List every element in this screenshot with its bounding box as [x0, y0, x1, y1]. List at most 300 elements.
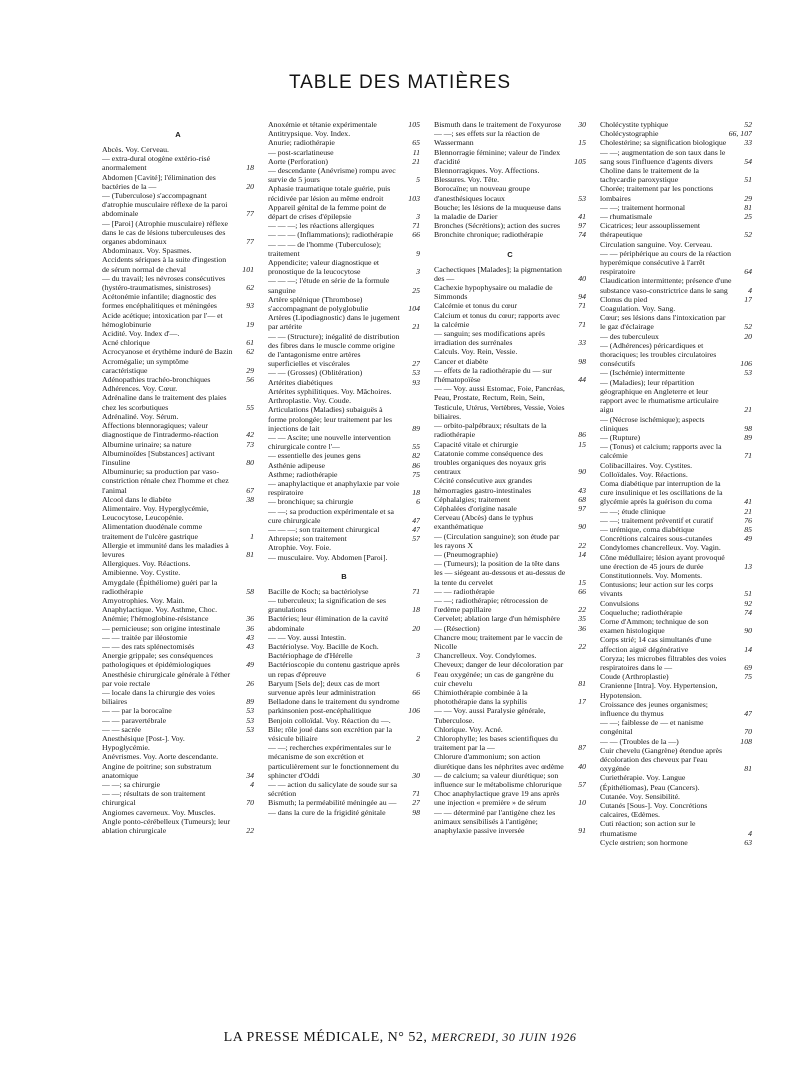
entry-page: 52 [744, 322, 752, 332]
entry-text: Cranienne [Intra]. Voy. Hypertension, Hypotension. [600, 681, 718, 700]
index-entry [268, 642, 420, 651]
entry-text: — tuberculeux; la signification de ses granulations [268, 595, 387, 615]
index-entry [102, 504, 254, 522]
index-entry [600, 718, 752, 736]
index-entry [600, 304, 752, 313]
entry-page: 49 [744, 534, 752, 544]
entry-text: Asthénie adipeuse [268, 460, 325, 470]
index-entry [268, 780, 420, 798]
entry-text: Bronchite chronique; radiothérapie [434, 230, 544, 240]
entry-page: 36 [246, 614, 254, 624]
index-entry [268, 295, 420, 313]
index-entry [268, 129, 420, 138]
entry-page: 34 [246, 770, 254, 780]
entry-text: Blessures. Voy. Tête. [434, 175, 500, 185]
entry-text: — — Voy. aussi Intestin. [268, 632, 347, 642]
entry-text: Anévrismes. Voy. Aorte descendante. [102, 752, 219, 762]
index-entry [600, 801, 752, 819]
entry-text: — de calcium; sa valeur diurétique; son influence sur le métabolisme chlorurique [434, 770, 562, 790]
entry-text: Abcès. Voy. Cerveau. [102, 145, 169, 154]
entry-text: — — périphérique au cours de la réaction hyperémique consécutive à l'arrêt respiratoire [600, 248, 731, 277]
index-entry [102, 817, 254, 835]
entry-page: 4 [250, 780, 254, 790]
entry-text: Aorte (Perforation) [268, 156, 328, 166]
entry-text: Coagulation. Voy. Sang. [600, 304, 676, 314]
index-column [600, 120, 752, 1020]
entry-page: 90 [744, 626, 752, 636]
entry-text: — essentielle des jeunes gens [268, 451, 361, 461]
entry-text: — (Pneumographie) [434, 549, 498, 559]
entry-page: 14 [578, 549, 586, 559]
index-entry [600, 442, 752, 460]
entry-page: 15 [578, 138, 586, 148]
entry-page: 97 [578, 221, 586, 231]
index-entry [434, 301, 586, 310]
entry-page: 75 [744, 672, 752, 682]
index-entry [268, 614, 420, 632]
entry-page: 106 [408, 706, 420, 716]
entry-text: — — (Troubles de la —) [600, 736, 679, 746]
index-entry [434, 789, 586, 807]
index-entry [600, 332, 752, 341]
index-entry [102, 624, 254, 633]
index-entry [268, 221, 420, 230]
entry-page: 71 [412, 789, 420, 799]
entry-page: 57 [412, 534, 420, 544]
entry-text: — — action du salicylate de soude sur sa sécrétion [268, 780, 398, 799]
entry-page: 22 [578, 605, 586, 615]
index-entry [434, 771, 586, 789]
index-entry [600, 507, 752, 516]
footer-journal: LA PRESSE MÉDICALE, N° [223, 1030, 405, 1045]
entry-text: Cécité consécutive aux grandes hémorragies gastro-intestinales [434, 476, 533, 495]
entry-text: Céphalalgies; traitement [434, 494, 510, 504]
entry-page: 71 [744, 451, 752, 461]
index-entry [600, 838, 752, 847]
entry-text: — —; radiothérapie; rétrocession de l'œdème papillaire [434, 595, 548, 615]
entry-page: 85 [744, 524, 752, 534]
index-entry [268, 230, 420, 239]
section-letter: C [507, 249, 513, 259]
entry-page: 3 [416, 212, 420, 222]
index-entry [268, 743, 420, 780]
entry-page: 53 [578, 193, 586, 203]
index-entry [102, 393, 254, 411]
entry-text: Artérites diabétiques [268, 377, 333, 387]
index-entry [268, 157, 420, 166]
entry-text: Cholestérine; sa signification biologique [600, 138, 727, 148]
entry-text: — pernicieuse; son origine intestinale [102, 623, 221, 633]
index-entry [268, 276, 420, 294]
index-entry [268, 543, 420, 552]
index-entry [268, 138, 420, 147]
index-entry [102, 191, 254, 219]
entry-page: 89 [744, 432, 752, 442]
entry-page: 56 [246, 375, 254, 385]
page-footer [0, 1030, 800, 1046]
index-entry [600, 313, 752, 331]
entry-text: Acétonémie infantile; diagnostic des formes encéphalitiques et méningées [102, 292, 217, 311]
index-entry [434, 184, 586, 202]
entry-text: Affections blennoragiques; valeur diagnostique de l'intradermo-réaction [102, 421, 219, 440]
entry-page: 61 [246, 338, 254, 348]
index-entry [102, 605, 254, 614]
entry-text: Cancer et diabète [434, 356, 489, 366]
entry-page: 66 [412, 230, 420, 240]
entry-page: 90 [578, 467, 586, 477]
index-entry [434, 329, 586, 347]
entry-page: 58 [246, 586, 254, 596]
entry-text: — —; augmentation de son taux dans le sang sous l'influence d'agents divers [600, 147, 726, 166]
index-entry [102, 789, 254, 807]
index-entry [600, 608, 752, 617]
entry-text: Circulation sanguine. Voy. Cerveau. [600, 239, 713, 249]
entry-page: 77 [246, 237, 254, 247]
index-column [434, 120, 586, 1020]
entry-text: Acidité. Voy. Index d'—. [102, 329, 180, 339]
index-entry [434, 366, 586, 384]
entry-text: Anaphylactique. Voy. Asthme, Choc. [102, 605, 218, 615]
index-entry [102, 808, 254, 817]
index-entry [102, 246, 254, 255]
entry-text: Colloïdales. Voy. Réactions. [600, 469, 688, 479]
entry-page: 4 [748, 828, 752, 838]
entry-page: 93 [246, 301, 254, 311]
entry-text: — —; ses effets sur la réaction de Wassermann [434, 129, 540, 148]
entry-text: Belladone dans le traitement du syndrome parkinsonien post-encéphalitique [268, 697, 400, 716]
entry-text: Abdomen [Cavité]; l'élimination des bactéries de la — [102, 172, 216, 191]
entry-text: Bronches (Sécrétions); action des sucres [434, 221, 561, 231]
entry-text: Bacille de Koch; sa bactériolyse [268, 586, 369, 596]
entry-page: 20 [412, 623, 420, 633]
entry-page: 51 [744, 589, 752, 599]
entry-text: — — — (Inflammations); radiothérapie [268, 230, 394, 240]
entry-text: Bouche; les lésions de la muqueuse dans la maladie de Darier [434, 202, 561, 222]
index-entry [600, 461, 752, 470]
entry-page: 47 [744, 709, 752, 718]
entry-text: — sanguin; ses modifications après irradiation des surrénales [434, 329, 545, 348]
entry-page: 22 [578, 641, 586, 651]
index-entry [600, 635, 752, 653]
entry-text: Chlorophylle; les bases scientifiques du traitement par la — [434, 734, 558, 753]
index-entry [434, 550, 586, 559]
entry-text: — —; étude clinique [600, 506, 666, 516]
entry-page: 27 [412, 359, 420, 369]
entry-text: Anesthésique [Post-]. Voy. Hypoglycémie. [102, 734, 185, 753]
entry-text: Bactériophage de d'Hérelle [268, 651, 353, 661]
entry-text: Angle ponto-cérébelleux (Tumeurs); leur ablation chirurgicale [102, 816, 231, 836]
entry-page: 10 [578, 798, 586, 808]
entry-text: Chimiothérapie combinée à la photothérapie dans la syphilis [434, 687, 528, 707]
index-entry [268, 368, 420, 377]
entry-page: 22 [578, 540, 586, 550]
entry-page: 18 [246, 163, 254, 173]
entry-text: — orbito-palpébraux; résultats de la radiothérapie [434, 421, 547, 440]
entry-page: 89 [412, 423, 420, 433]
index-entry [102, 568, 254, 577]
entry-text: Capacité vitale et chirurgie [434, 439, 519, 449]
index-entry [434, 221, 586, 230]
entry-text: — — traitée par iléostomie [102, 632, 188, 642]
entry-page: 67 [246, 485, 254, 495]
entry-page: 17 [744, 294, 752, 304]
entry-page: 68 [578, 494, 586, 504]
index-entry [600, 773, 752, 791]
entry-page: 21 [412, 156, 420, 166]
entry-page: 14 [744, 644, 752, 654]
entry-page: 2 [416, 734, 420, 743]
entry-page: 13 [744, 561, 752, 571]
index-entry [102, 596, 254, 605]
index-entry [102, 145, 254, 154]
index-entry [102, 688, 254, 706]
entry-page: 25 [744, 212, 752, 222]
entry-text: Chancre mou; traitement par le vaccin de Nicolle [434, 632, 563, 651]
entry-text: Angiomes caverneux. Voy. Muscles. [102, 807, 216, 817]
entry-page: 4 [748, 285, 752, 295]
entry-text: Coma diabétique par interruption de la cure insulinique et les oscillations de la glycémie après la guérison du coma [600, 478, 723, 507]
index-entry [102, 495, 254, 504]
index-entry [102, 752, 254, 761]
entry-page: 90 [578, 522, 586, 532]
index-column [102, 120, 254, 1020]
index-entry [268, 332, 420, 369]
entry-page: 93 [412, 377, 420, 387]
entry-text: Artères (Lipodiagnostic) dans le jugement par artérite [268, 313, 400, 332]
entry-text: Artérites syphilitiques. Voy. Mâchoires. [268, 386, 392, 396]
entry-page: 66 [578, 586, 586, 596]
entry-page: 101 [242, 264, 254, 274]
entry-page: 52 [744, 120, 752, 129]
entry-text: Bile; rôle joué dans son excrétion par la vésicule biliaire [268, 724, 393, 743]
entry-page: 40 [578, 273, 586, 283]
entry-page: 63 [744, 837, 752, 847]
entry-text: Cachexie hypophysaire ou maladie de Simmonds [434, 283, 553, 302]
entry-page: 55 [412, 442, 420, 452]
entry-text: Claudication intermittente; présence d'une substance vaso-constrictrice dans le sang [600, 276, 732, 295]
entry-page: 43 [246, 632, 254, 642]
index-entry [434, 203, 586, 221]
entry-page: 49 [246, 660, 254, 670]
entry-page: 47 [412, 515, 420, 525]
entry-text: Anesthésie chirurgicale générale à l'éther par voie rectale [102, 669, 231, 688]
entry-text: Coude (Arthroplastie) [600, 672, 669, 682]
entry-text: — — —; les réactions allergiques [268, 221, 375, 231]
index-entry [600, 746, 752, 774]
entry-text: Bactérioscopie du contenu gastrique après un repas d'épreuve [268, 660, 400, 679]
entry-text: — effets de la radiothérapie du — sur l'hématopoïèse [434, 365, 552, 385]
entry-text: Colibacillaires. Voy. Cystites. [600, 460, 693, 470]
entry-page: 66, 107 [728, 129, 752, 139]
entry-text: Albumine urinaire; sa nature [102, 439, 192, 449]
index-entry [268, 525, 420, 534]
entry-text: — rhumatismale [600, 212, 653, 222]
entry-page: 53 [246, 706, 254, 716]
entry-page: 70 [744, 727, 752, 737]
entry-text: Cholécystite typhique [600, 120, 669, 129]
entry-page: 81 [578, 678, 586, 688]
index-entry [600, 276, 752, 294]
entry-text: — —; faiblesse de — et nanisme congénital [600, 718, 704, 737]
entry-text: — — — de l'homme (Tuberculose); traitement [268, 239, 382, 258]
entry-text: Acrocyanose et érythème induré de Bazin [102, 347, 233, 357]
entry-text: — —; traitement préventif et curatif [600, 515, 714, 525]
index-entry [600, 212, 752, 221]
index-entry [600, 543, 752, 552]
entry-text: Blennorragiques. Voy. Affections. [434, 166, 540, 176]
entry-page: 75 [412, 469, 420, 479]
entry-text: Constitutionnels. Voy. Moments. [600, 570, 703, 580]
index-entry [102, 292, 254, 310]
index-entry [268, 461, 420, 470]
index-entry [434, 166, 586, 175]
entry-text: Catatonie comme conséquence des troubles organiques des noyaux gris centraux [434, 448, 547, 477]
index-entry [268, 660, 420, 678]
entry-text: — (Tumeurs); la position de la tête dans les — siégeant au-dessous et au-dessus de la tente du cervelet [434, 559, 566, 587]
entry-page: 41 [578, 212, 586, 222]
index-entry [600, 203, 752, 212]
entry-page: 33 [578, 338, 586, 348]
index-entry [600, 148, 752, 166]
entry-page: 97 [578, 503, 586, 513]
index-entry [600, 819, 752, 837]
index-entry [268, 679, 420, 697]
index-entry [102, 706, 254, 715]
entry-page: 66 [412, 687, 420, 697]
entry-page: 98 [744, 423, 752, 433]
entry-text: Cicatrices; leur assouplissement thérapeutique [600, 221, 701, 240]
index-entry [434, 311, 586, 329]
entry-text: — —; résultats de son traitement chirurgical [102, 789, 206, 808]
section-letter: B [341, 571, 347, 581]
entry-page: 81 [246, 549, 254, 559]
entry-text: — (Tonus) et calcium; rapports avec la calcémie [600, 442, 722, 461]
index-entry [102, 154, 254, 172]
index-entry [434, 752, 586, 770]
entry-page: 81 [744, 202, 752, 212]
index-entry [268, 470, 420, 479]
entry-text: — — sacrée [102, 724, 141, 734]
entry-text: — (Maladies); leur répartition géographique en Angleterre et leur rapport avec le rhumatisme articulaire aigu [600, 377, 719, 415]
entry-text: Cœur; ses lésions dans l'intoxication par le gaz d'éclairage [600, 313, 726, 332]
entry-text: — —; traitement hormonal [600, 202, 686, 212]
entry-text: Concrétions calcaires sous-cutanées [600, 534, 713, 544]
entry-page: 98 [578, 356, 586, 366]
entry-page: 86 [412, 460, 420, 470]
entry-page: 86 [578, 430, 586, 440]
entry-page: 47 [412, 524, 420, 534]
index-entry [600, 378, 752, 415]
entry-page: 71 [412, 221, 420, 231]
entry-text: Choline dans le traitement de la tachycardie paroxystique [600, 166, 699, 185]
index-entry [102, 633, 254, 642]
entry-page: 18 [412, 605, 420, 615]
entry-text: Cerveau (Abcès) dans le typhus exanthématique [434, 513, 534, 532]
index-entry [268, 405, 420, 433]
index-entry [268, 596, 420, 614]
entry-page: 106 [740, 359, 752, 369]
entry-text: Clonus du pied [600, 294, 648, 304]
entry-page: 44 [578, 375, 586, 385]
index-entry [600, 415, 752, 433]
entry-text: — — (Structure); inégalité de distribution des fibres dans le muscle comme origine de l'antagonisme entre artères superficielles et viscérales [268, 331, 400, 369]
index-entry [600, 681, 752, 699]
entry-text: Cuir chevelu (Gangrène) étendue après décoloration des cheveux par l'eau oxygénée [600, 745, 723, 774]
entry-text: Corne d'Ammon; technique de son examen histologique [600, 616, 709, 636]
entry-text: Curiethérapie. Voy. Langue (Épithéliomas), Peau (Cancers). [600, 773, 700, 792]
entry-page: 22 [246, 826, 254, 836]
index-entry [434, 129, 586, 147]
entry-text: — — des rats splénectomisés [102, 641, 195, 651]
entry-text: Albuminoïdes [Substances] activant l'insuline [102, 448, 215, 467]
entry-text: — (Adhérences) péricardiques et thoraciques; les troubles circulatoires consécutifs [600, 340, 717, 369]
index-entry [434, 421, 586, 439]
index-entry [434, 532, 586, 550]
entry-text: — locale dans la chirurgie des voies biliaires [102, 687, 215, 707]
index-entry [268, 808, 420, 817]
entry-text: Chlorique. Voy. Acné. [434, 724, 503, 734]
entry-text: Albuminurie; sa production par vaso-constriction rénale chez l'homme et chez l'animal [102, 467, 229, 495]
entry-text: Cervelet; ablation large d'un hémisphère [434, 614, 560, 624]
entry-page: 74 [578, 230, 586, 240]
index-entry [102, 725, 254, 734]
entry-text: — — Ascite; une nouvelle intervention chirurgicale contre l'— [268, 432, 391, 452]
index-entry [102, 412, 254, 421]
entry-text: Acné chlorique [102, 338, 150, 348]
entry-page: 71 [578, 319, 586, 329]
entry-text: Articulations (Maladies) subaiguës à forme prolongée; leur traitement par les injections de lait [268, 405, 393, 433]
entry-page: 15 [578, 577, 586, 587]
entry-text: — post-scarlatineuse [268, 147, 334, 157]
entry-text: Acide acétique; intoxication par l'— et hémoglobinurie [102, 310, 223, 329]
index-entry [102, 384, 254, 393]
index-entry [434, 384, 586, 421]
entry-text: Artère splénique (Thrombose) s'accompagnant de polyglobulie [268, 294, 369, 314]
entry-page: 108 [740, 736, 752, 746]
entry-page: 70 [246, 798, 254, 808]
index-entry [268, 313, 420, 331]
index-entry [434, 513, 586, 531]
index-entry [434, 283, 586, 301]
index-entry [102, 329, 254, 338]
entry-text: Blennorragie féminine; valeur de l'index d'acidité [434, 147, 561, 166]
entry-text: — (Ischémie) intermittente [600, 368, 685, 378]
index-entry [102, 614, 254, 623]
entry-text: Antitrypsique. Voy. Index. [268, 129, 351, 139]
entry-page: 74 [744, 607, 752, 617]
index-entry [102, 780, 254, 789]
entry-text: — urémique, coma diabétique [600, 524, 695, 534]
index-entry [600, 184, 752, 202]
index-entry [434, 476, 586, 494]
entry-text: Calculs. Voy. Rein, Vessie. [434, 347, 518, 357]
entry-text: Athrepsie; son traitement [268, 534, 347, 544]
index-entry [102, 255, 254, 273]
entry-page: 55 [246, 402, 254, 412]
entry-page: 98 [412, 807, 420, 817]
entry-page: 89 [246, 697, 254, 707]
index-entry [434, 624, 586, 633]
entry-text: — extra-dural otogène extério-risé anormalement [102, 154, 211, 173]
entry-text: Aphasie traumatique totale guérie, puis récidivée par lésion au même endroit [268, 184, 391, 203]
entry-page: 81 [744, 764, 752, 774]
index-entry [434, 596, 586, 614]
entry-text: — —; recherches expérimentales sur le mécanisme de son excrétion et particulièrement sur le fonctionnement du sphincter d'Oddi [268, 743, 399, 780]
index-entry [268, 387, 420, 396]
index-entry [600, 654, 752, 672]
index-entry [600, 617, 752, 635]
index-entry [102, 559, 254, 568]
